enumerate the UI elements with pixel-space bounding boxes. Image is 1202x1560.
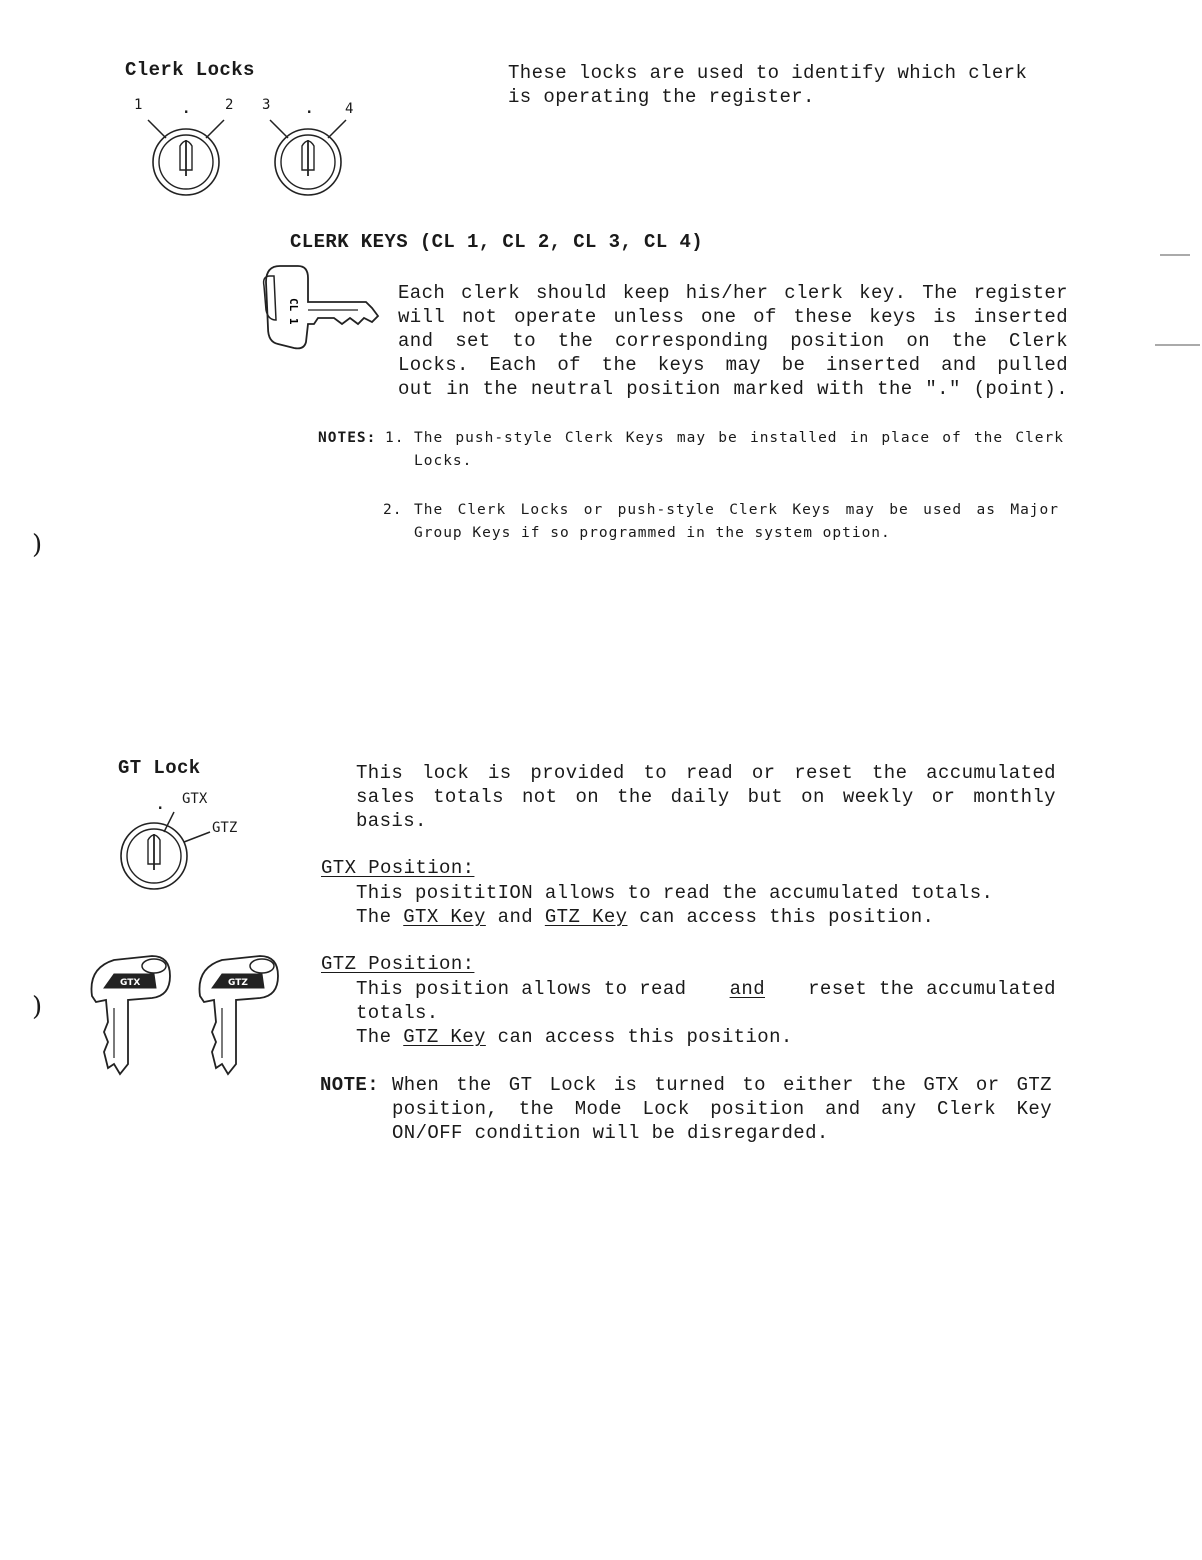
gtz-key-ref: GTZ Key bbox=[544, 906, 628, 928]
gtz-key-tag: GTZ bbox=[228, 978, 248, 988]
text-line: This lock is provided to read or reset the accumulated bbox=[356, 762, 1056, 784]
text-line: out in the neutral position marked with the "." (point). bbox=[398, 378, 1068, 400]
gtz-key-icon bbox=[192, 952, 292, 1082]
gtz-position-line: totals. bbox=[356, 1002, 439, 1024]
gt-lock-heading: GT Lock bbox=[118, 757, 201, 779]
clerk-keys-heading: CLERK KEYS (CL 1, CL 2, CL 3, CL 4) bbox=[290, 231, 704, 253]
note-item bbox=[414, 427, 1064, 473]
text-line: ON/OFF condition will be disregarded. bbox=[392, 1122, 829, 1144]
text-run: and bbox=[485, 906, 545, 928]
gtz-position-line bbox=[356, 977, 1056, 1001]
clerk-locks-heading: Clerk Locks bbox=[125, 59, 255, 81]
text-line: Each clerk should keep his/her clerk key. The register bbox=[398, 282, 1068, 304]
text-line: position, the Mode Lock position and any Clerk Key bbox=[392, 1098, 1052, 1120]
gtx-key-tag: GTX bbox=[120, 978, 141, 988]
gtx-position-line bbox=[356, 905, 934, 929]
gt-lock-icon bbox=[110, 808, 220, 898]
text-run: This position allows to read bbox=[356, 978, 699, 1000]
clerk-lock-3-4-icon bbox=[262, 110, 362, 210]
text-line: Locks. Each of the keys may be inserted and pulled bbox=[398, 354, 1068, 376]
text-line: basis. bbox=[356, 810, 427, 832]
lock-label: 3 bbox=[262, 97, 271, 113]
clerk-locks-description bbox=[508, 61, 1068, 109]
text-run: can access this position. bbox=[485, 1026, 793, 1048]
gt-lock-label: GTZ bbox=[212, 820, 238, 836]
text-line: will not operate unless one of these keys is inserted bbox=[398, 306, 1068, 328]
lock-label: 2 bbox=[225, 97, 234, 113]
text-line: Locks. bbox=[414, 453, 473, 469]
text-run: The bbox=[356, 1026, 404, 1048]
margin-mark: ) bbox=[32, 992, 43, 1022]
gt-lock-intro bbox=[356, 761, 1056, 833]
gtx-key-icon bbox=[84, 952, 184, 1082]
gt-lock-label: . bbox=[156, 797, 165, 813]
gtx-position-heading: GTX Position: bbox=[321, 857, 475, 879]
gtz-position-line bbox=[356, 1025, 793, 1049]
gt-lock-label: GTX bbox=[182, 791, 208, 807]
notes-label: NOTES: bbox=[318, 430, 377, 446]
text-line: When the GT Lock is turned to either the GTX or GTZ bbox=[392, 1074, 1052, 1096]
text-line: The Clerk Locks or push-style Clerk Keys may be used as Major bbox=[414, 502, 1059, 518]
note-number: 2. bbox=[383, 502, 403, 518]
lock-label: 1 bbox=[134, 97, 143, 113]
text-run: can access this position. bbox=[627, 906, 935, 928]
text-run: reset the accumulated bbox=[796, 978, 1056, 1000]
text-line: The push-style Clerk Keys may be installed in place of the Clerk bbox=[414, 430, 1064, 446]
gt-note bbox=[392, 1073, 1052, 1145]
text-line: Group Keys if so programmed in the system option. bbox=[414, 525, 891, 541]
text-line: and set to the corresponding position on the Clerk bbox=[398, 330, 1068, 352]
clerk-lock-1-2-icon bbox=[140, 110, 240, 210]
lock-label: 4 bbox=[345, 101, 354, 117]
clerk-keys-paragraph bbox=[398, 281, 1068, 401]
note-label: NOTE: bbox=[320, 1074, 380, 1096]
lock-label: . bbox=[182, 101, 191, 117]
gtz-key-ref: GTZ Key bbox=[403, 1026, 486, 1048]
clerk-key-icon bbox=[258, 262, 383, 357]
edge-mark bbox=[1160, 254, 1202, 256]
text-line: is operating the register. bbox=[508, 86, 815, 108]
note-item bbox=[414, 499, 1059, 545]
gtx-key-ref: GTX Key bbox=[403, 906, 486, 928]
note-number: 1. bbox=[385, 430, 405, 446]
clerk-key-tag: CL 1 bbox=[287, 298, 300, 325]
gtz-position-heading: GTZ Position: bbox=[321, 953, 475, 975]
and-emphasis: and bbox=[729, 978, 765, 1000]
margin-mark: ) bbox=[32, 530, 43, 560]
text-line: These locks are used to identify which clerk bbox=[508, 62, 1028, 84]
lock-label: . bbox=[305, 101, 314, 117]
edge-mark bbox=[1155, 344, 1202, 346]
text-line: sales totals not on the daily but on weekly or monthly bbox=[356, 786, 1056, 808]
text-run: The bbox=[356, 906, 404, 928]
gtx-position-line: This posititION allows to read the accumulated totals. bbox=[356, 882, 994, 904]
